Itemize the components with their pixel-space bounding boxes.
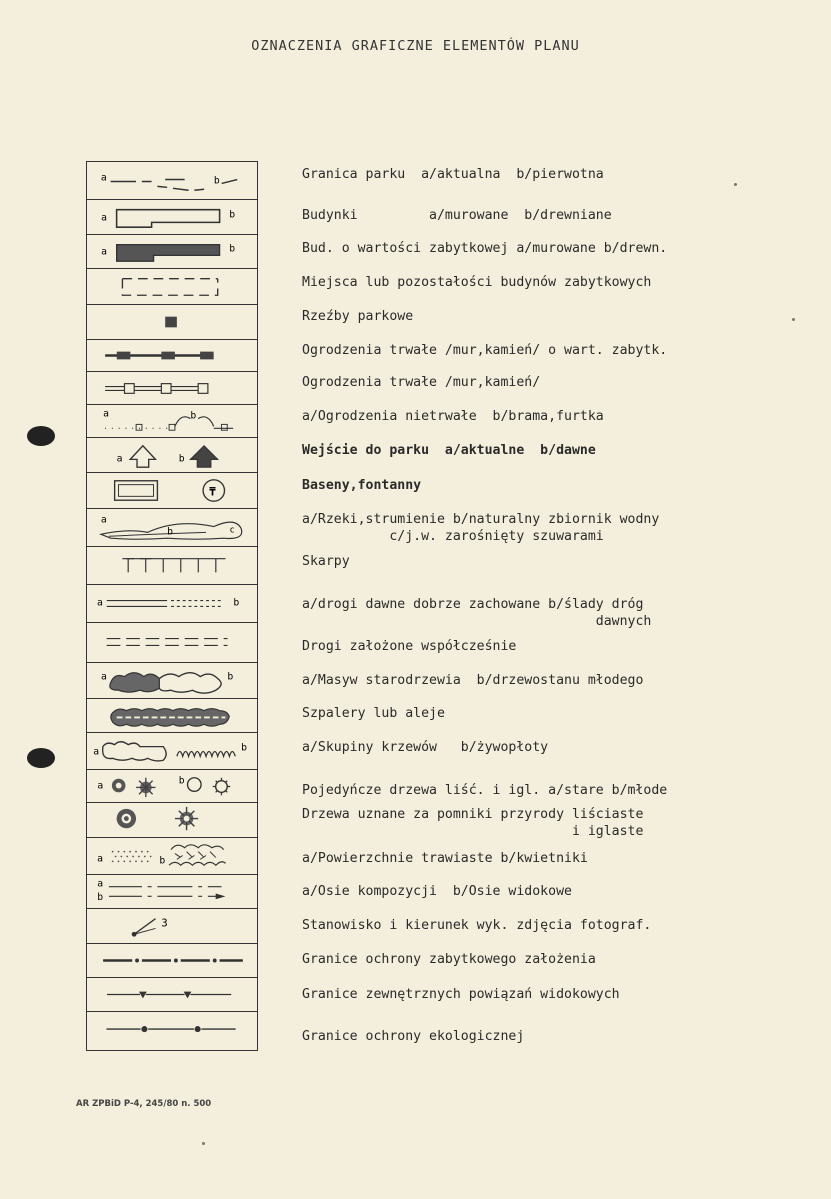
powierzchnie-symbol (87, 837, 257, 874)
paper-speck (792, 318, 795, 321)
svg-text:b: b (241, 742, 247, 754)
drogi-wspolczesne-symbol (87, 622, 257, 662)
legend-text: Stanowisko i kierunek wyk. zdjęcia fotograf. (302, 918, 652, 933)
svg-text:a: a (101, 671, 107, 683)
legend-text: a/Ogrodzenia nietrwałe b/brama,furtka (302, 409, 604, 424)
photo-marker-number: 3 (161, 916, 168, 930)
paper-speck (734, 183, 737, 186)
svg-text:b: b (159, 855, 166, 867)
osie-symbol (87, 874, 257, 908)
svg-text:a: a (97, 780, 104, 792)
svg-text:a: a (97, 853, 103, 865)
legend-text: Ogrodzenia trwałe /mur,kamień/ o wart. zabytk. (302, 343, 668, 358)
svg-text:b: b (229, 243, 236, 255)
legend-text: a/Osie kompozycji b/Osie widokowe (302, 884, 572, 899)
legend-text: a/Powierzchnie trawiaste b/kwietniki (302, 851, 588, 866)
svg-text:b: b (97, 892, 104, 904)
label-a: a (100, 172, 107, 184)
pomniki-przyrody-symbol (87, 802, 257, 837)
svg-text:a: a (103, 408, 109, 420)
legend-text: Szpalery lub aleje (302, 706, 445, 721)
ogrodzenia-nietrwale-symbol (87, 404, 257, 437)
krzewy-symbol (87, 732, 257, 769)
svg-text:b: b (227, 671, 234, 683)
svg-text:a: a (97, 597, 103, 609)
svg-text:a: a (93, 746, 100, 758)
legend-text: a/drogi dawne dobrze zachowane b/ślady dróg dawnych (302, 597, 652, 629)
svg-text:b: b (167, 526, 173, 538)
svg-text:a: a (101, 212, 107, 224)
punch-hole (27, 426, 55, 446)
svg-text:a: a (97, 878, 104, 890)
legend-text: Baseny,fontanny (302, 478, 422, 493)
legend-text: Pojedyńcze drzewa liść. i igl. a/stare b/młode (302, 783, 668, 798)
drzewa-pojedyncze-symbol (87, 769, 257, 802)
baseny-symbol (87, 472, 257, 508)
legend-text: a/Masyw starodrzewia b/drzewostanu młodego (302, 673, 644, 688)
ogrodzenia-zabytk-symbol (87, 339, 257, 371)
svg-text:b: b (229, 209, 236, 221)
legend-text: Bud. o wartości zabytkowej a/murowane b/drewn. (302, 241, 668, 256)
granice-widokowe-symbol (87, 977, 257, 1011)
pozostalosci-symbol (87, 268, 257, 304)
legend-text: Budynki a/murowane b/drewniane (302, 208, 612, 223)
bud-zabytkowe-symbol (87, 234, 257, 268)
svg-text:b: b (233, 597, 240, 609)
masyw-symbol (87, 662, 257, 698)
svg-text:a: a (116, 453, 123, 465)
legend-text: Granice ochrony zabytkowego założenia (302, 952, 596, 967)
paper-speck (202, 1142, 205, 1145)
svg-text:a: a (101, 246, 107, 258)
ogrodzenia-trwale-symbol (87, 371, 257, 404)
legend-text: Granice ochrony ekologicznej (302, 1029, 525, 1044)
label-b: b (213, 175, 220, 187)
legend-text: Granice zewnętrznych powiązań widokowych (302, 987, 620, 1002)
stanowisko-symbol (87, 908, 257, 943)
legend-text: Rzeźby parkowe (302, 309, 414, 324)
legend-text: Drogi założone współcześnie (302, 639, 517, 654)
svg-text:b: b (190, 410, 197, 422)
svg-text:₸: ₸ (208, 484, 216, 499)
legend-text: a/Skupiny krzewów b/żywopłoty (302, 740, 549, 755)
rzezby-symbol (87, 304, 257, 339)
szpalery-symbol (87, 698, 257, 732)
legend-text: Drzewa uznane za pomniki przyrody liściaste i iglaste (302, 807, 644, 839)
granice-zabytkowe-symbol (87, 943, 257, 977)
legend-text: Miejsca lub pozostałości budynów zabytkowych (302, 275, 652, 290)
drogi-dawne-symbol (87, 584, 257, 622)
legend-text: a/Rzeki,strumienie b/naturalny zbiornik wodny c/j.w. zarośnięty szuwarami (302, 512, 660, 544)
wejscie-symbol (87, 437, 257, 472)
legend-symbol-column (86, 161, 258, 1051)
svg-text:a: a (100, 514, 107, 526)
legend-text: Granica parku a/aktualna b/pierwotna (302, 167, 604, 182)
rzeki-symbol (87, 508, 257, 546)
skarpy-symbol (87, 546, 257, 584)
granice-ekologiczne-symbol (87, 1011, 257, 1051)
svg-text:b: b (178, 775, 185, 787)
svg-text:b: b (178, 453, 185, 465)
budynki-symbol (87, 199, 257, 234)
svg-text:c: c (229, 525, 235, 536)
legend-text: Skarpy (302, 554, 350, 569)
punch-hole (27, 748, 55, 768)
footer-note: AR ZPBiD P-4, 245/80 n. 500 (76, 1099, 212, 1109)
page-title: OZNACZENIA GRAFICZNE ELEMENTÓW PLANU (251, 38, 580, 54)
legend-text: Ogrodzenia trwałe /mur,kamień/ (302, 375, 541, 390)
legend-text: Wejście do parku a/aktualne b/dawne (302, 443, 596, 458)
granica-parku-symbol (87, 161, 257, 199)
